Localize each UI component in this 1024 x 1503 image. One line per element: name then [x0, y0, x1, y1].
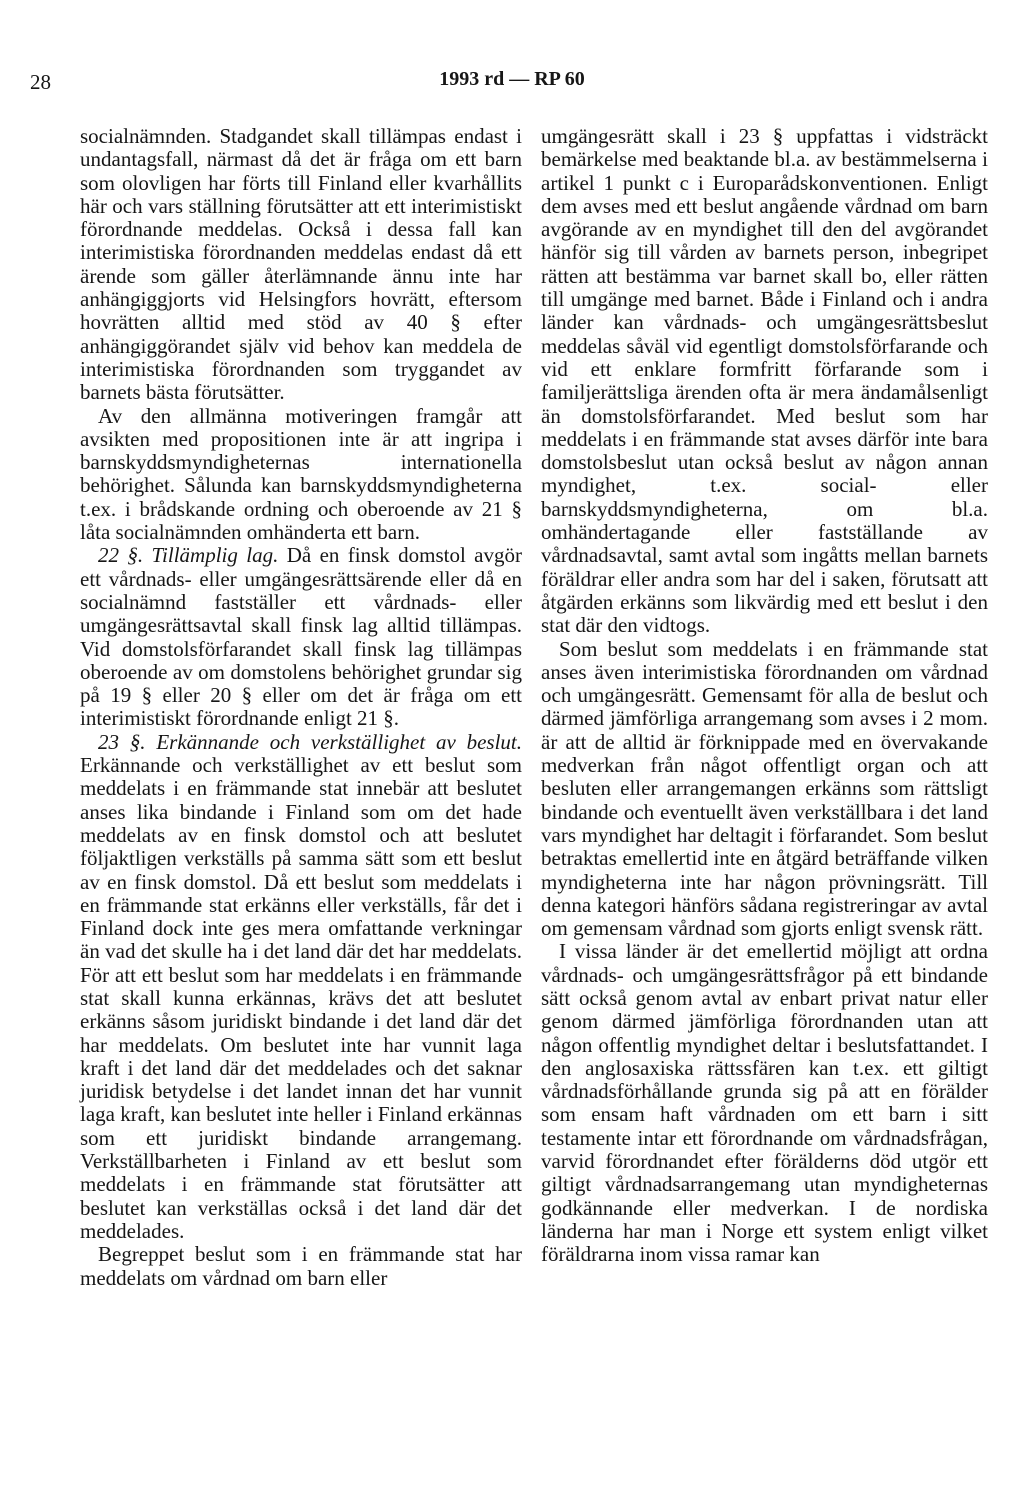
right-column — [541, 125, 988, 1267]
section-paragraph — [80, 544, 522, 730]
paragraph: Begreppet beslut som i en främmande stat har meddelats om vårdnad om barn eller — [80, 1242, 522, 1290]
page-number: 28 — [30, 70, 51, 94]
section-heading: 23 §. Erkännande och verkställighet av beslut. — [98, 729, 522, 754]
paragraph: Av den allmänna motiveringen framgår att avsikten med propositionen inte är att ingripa i barnskyddsmyndigheternas internationella behörighet. Sålunda kan barnskyddsmyndigheterna t.ex. i brådskande ordning och oberoende av 21 § låta socialnämnden omhänderta ett barn. — [80, 403, 522, 545]
paragraph: umgängesrätt skall i 23 § uppfattas i vidsträckt bemärkelse med beaktande bl.a. av bestämmelserna i artikel 1 punkt c i Europarådskonventionen. Enligt dem avses med ett beslut angående vårdnad om barn avgörande av en myndighet till den del avgörandet hänför sig till vården av barnets person, inbegripet rätten att bestämma var barnet skall bo, eller rätten till umgänge med barnet. Både i Finland och i andra länder kan vårdnads- och umgängesrättsbeslut meddelas såväl vid egentligt domstolsförfarande och vid ett enklare formfritt förfarande som i familjerättsliga ärenden ofta är mera ändamålsenligt än domstolsförfarandet. Med beslut som har meddelats i en främmande stat avses därför inte bara domstolsbeslut utan också beslut av någon annan myndighet, t.ex. social- eller barnskyddsmyndigheterna, om bl.a. omhändertagande eller fastställande av vårdnadsavtal, samt avtal som ingåtts mellan barnets föräldrar eller andra som har del i saken, förutsatt att åtgärden erkänns som likvärdig med ett beslut i den stat där den vidtogs. — [541, 124, 988, 638]
paragraph: socialnämnden. Stadgandet skall tillämpas endast i undantagsfall, närmast då det är fråga om ett barn som olovligen har förts till Finland eller kvarhållits här och vars ställning förutsätter att ett interimistiskt förordnande meddelas. Också i dessa fall kan interimistiska förordnanden meddelas endast då ett ärende som gäller återlämnande ännu inte har anhängiggjorts vid Helsingfors hovrätt, eftersom hovrätten alltid med stöd av 40 § efter anhängiggörandet själv vid behov kan meddela de interimistiska förordnanden som tryggandet av barnets bästa förutsätter. — [80, 124, 522, 405]
section-paragraph — [80, 731, 522, 1244]
paragraph: Som beslut som meddelats i en främmande stat anses även interimistiska förordnanden om vårdnad och umgängesrätt. Gemensamt för alla de beslut och därmed jämförliga arrangemang som avses i 2 mom. är att de alltid är förknippade med en övervakande medverkan från något offentligt organ och att besluten eller arrangemangen erkänns som rättsligt bindande och eventuellt även verkställbara i det land vars myndighet har deltagit i förfarandet. Som beslut betraktas emellertid inte en åtgärd beträffande vilken myndigheterna inte har någon prövningsrätt. Till denna kategori hänförs sådana registreringar av avtal om gemensam vårdnad som gjorts enligt svensk rätt. — [541, 636, 988, 941]
section-body: Erkännande och verkställighet av ett beslut som meddelats i en främmande stat innebär att beslutet anses lika bindande i Finland som om det hade meddelats av en finsk domstol och att beslutet följaktligen verkställs på samma sätt som ett beslut av en finsk domstol. Då ett beslut som meddelats i en främmande stat erkänns eller verkställs, får det i Finland dock inte ges mera omfattande verkningar än vad det skulle ha i det land där det har meddelats. För att ett beslut som har meddelats i en främmande stat skall kunna erkännas, krävs det att beslutet erkänns såsom juridiskt bindande i det land där det har meddelats. Om beslutet inte har vunnit laga kraft i det land där det meddelades och det saknar juridisk betydelse i det landet innan det har vunnit laga kraft, kan beslutet inte heller i Finland erkännas som ett juridiskt bindande arrangemang. Verkställbarheten i Finland av ett beslut som meddelats i en främmande stat förutsätter att beslutet kan verkställas också i det land där det meddelades. — [80, 753, 522, 1243]
section-body: Då en finsk domstol avgör ett vårdnads- eller umgängesrättsärende eller då en socialnämnd fastställer ett vårdnads- eller umgängesrättsavtal skall finsk lag alltid tillämpas. Vid domstolsförfarandet skall finsk lag tillämpas oberoende av om domstolens behörighet grundar sig på 19 § eller 20 § eller om det är fråga om ett interimistiskt förordnande enligt 21 §. — [80, 543, 522, 731]
paragraph: I vissa länder är det emellertid möjligt att ordna vårdnads- och umgängesrättsfrågor på ett bindande sätt också genom avtal av enbart privat natur eller genom därmed jämförliga förordnanden utan att någon offentlig myndighet deltar i beslutsfattandet. I den anglosaxiska rättssfären kan t.ex. ett giltigt vårdnadsförhållande grunda sig på att en förälder som ensam haft vårdnaden om ett barn i sitt testamente intar ett förordnande om vårdnadsfrågan, varvid förordnandet efter förälderns död utgör ett giltigt vårdnadsarrangemang utan myndigheternas godkännande eller medverkan. I de nordiska länderna har man i Norge ett system enligt vilket föräldrarna inom vissa ramar kan — [541, 939, 988, 1267]
left-column — [80, 125, 522, 1290]
section-heading: 22 §. Tillämplig lag. — [98, 543, 279, 568]
running-head: 1993 rd — RP 60 — [439, 68, 585, 90]
